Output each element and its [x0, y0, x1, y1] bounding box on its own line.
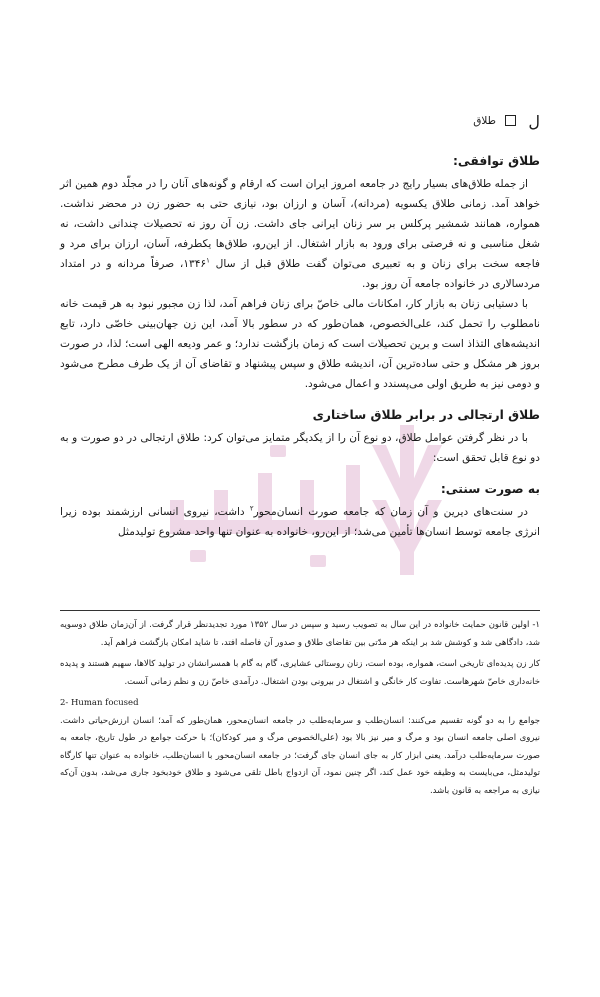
- paragraph-text: در سنت‌های دیرین و آن زمان که جامعه صورت انسان‌محور: [253, 506, 528, 518]
- footnote-2: جوامع را به دو گونه تقسیم می‌کنند: انسان‌طلب و سرمایه‌طلب در جامعه انسان‌محور، همان‌طور که آمد؛ انسان ارزش‌حیاتی داشت. نیروی اصلی جامعه انسان بود و مرگ و میر نیز بالا بود (علی‌الخصوص مرگ و میر کودکان)؛ با حرکت جوامع در طول تاریخ، جامعه به صورت سرمایه‌طلب درآمد. یعنی ابزار کار به جای انسان جای گرفت؛ در جامعه انسان‌محور با انسان‌طلب، خانواده به عنوان تنها کارگاه تولیدمثل، می‌بایست به وظیفه خود عمل کند، اگر چنین نمود، آن ازدواج باطل تلقی می‌شود و طلاق خودبخود جاری می‌شد، بدون آن‌که نیازی به مراجعه به قانون باشد.: [60, 715, 540, 796]
- footnote-divider: [60, 610, 540, 611]
- section-consensual-divorce: [60, 150, 540, 394]
- footnotes: [60, 617, 540, 804]
- section-traditional: [60, 478, 540, 542]
- running-title: طلاق: [473, 115, 496, 127]
- section-heading: به صورت سنتی:: [440, 482, 540, 496]
- paragraph: با دستیابی زنان به بازار کار، امکانات مالی خاصّ برای زنان فراهم آمد، لذا زن مجبور نبود به هر قیمت خانه نامطلوب را تحمل کند، علی‌الخصوص، همان‌طور که در سطور بالا آمد، این زن جهان‌بینی خاصّی دارد، تابع اندیشه‌های التذاذ است و برین تحصیلات است که زمان بازگشت ندارد؛ و عمر ودیعه الهی است؛ لذا، در صورت بروز هر مشکل و حتی ساده‌ترین آن، اندیشه طلاق و سپس پیشنهاد و تقاضای آن از یک طرف مطرح می‌شود و دومی نیز به طریق اولی می‌پسندد و اعمال می‌شود.: [60, 298, 540, 390]
- page-letter: ل: [528, 112, 540, 131]
- footnote-2-label: 2- Human focused: [60, 698, 139, 708]
- paragraph: [60, 502, 540, 542]
- section-heading: طلاق ارتجالی در برابر طلاق ساختاری: [312, 408, 540, 422]
- footnote-1: ۱- اولین قانون حمایت خانواده در این سال به تصویب رسید و سپس در سال ۱۳۵۲ مورد تجدیدنظر قرار گرفت. از آن‌زمان طلاق دوسویه شد، دادگاهی شد و کوشش شد بر اینکه هر مدّتی بین تقاضای طلاق و صدور آن فاصله افتد، تا شاید امکان بازگشت فراهم آید.: [60, 620, 540, 648]
- main-text: [60, 150, 540, 552]
- footnote-ref[interactable]: ۲: [249, 504, 254, 513]
- paragraph-text: از جمله طلاق‌های بسیار رایج در جامعه امروز ایران است که ارقام و گونه‌های آنان را در مجلّد دوم همین اثر خواهد آمد. زمانی طلاق یکسویه (مردانه)، آسان و ارزان بود، نیازی حتی به حضور زن در محضر نداشت. همواره، همانند شمشیر پرکلس بر سر زنان ایرانی جای داشت. زن آن روز نه تحصیلات چندانی داشت، نه شغل مناسبی و نه فرصتی برای ورود به بازار اشتغال. از این‌رو، طلاق‌ها یکطرفه، آسان، ارزان برای مرد و فاجعه سخت برای زنان و به تعبیری می‌توان گفت طلاق قبل از سال ۱۳۴۶: [60, 178, 541, 270]
- running-header: [60, 112, 540, 134]
- paragraph: با در نظر گرفتن عوامل طلاق، دو نوع آن را از یکدیگر متمایز می‌توان کرد: طلاق ارتجالی در دو صورت و به دو نوع قابل تحقق است:: [60, 432, 540, 464]
- section-heading: طلاق توافقی:: [453, 154, 540, 168]
- section-spontaneous-vs-structural: [60, 404, 540, 468]
- square-bullet-icon: [505, 115, 516, 126]
- footnote-1-continued: کار زن پدیده‌ای تاریخی است، همواره، بوده است، زنان روستائی عشایری، گام به گام با همسرانشان در تولید کالاها، سهیم هستند و پدیده خانه‌داری خاصّ شهرهاست. تفاوت کار خانگی و اشتغال در بیرونی بودن اشتغال. درآمدی خاصّ زن و نظم زمانی آنست.: [60, 659, 540, 687]
- paragraph-text: داشت، نیروی انسانی ارزشمند بوده زیرا انرژی جامعه توسط انسان‌ها تأمین می‌شد؛ از این‌رو، خانواده به عنوان تنها واحد مشروع تولیدمثل: [60, 506, 540, 538]
- footnote-ref[interactable]: ۱: [206, 256, 210, 265]
- paragraph: [60, 174, 540, 294]
- paragraph-text: ، صرفاً مردانه و در امتداد مردسالاری در خانواده جامعه آن روز بود.: [60, 258, 540, 290]
